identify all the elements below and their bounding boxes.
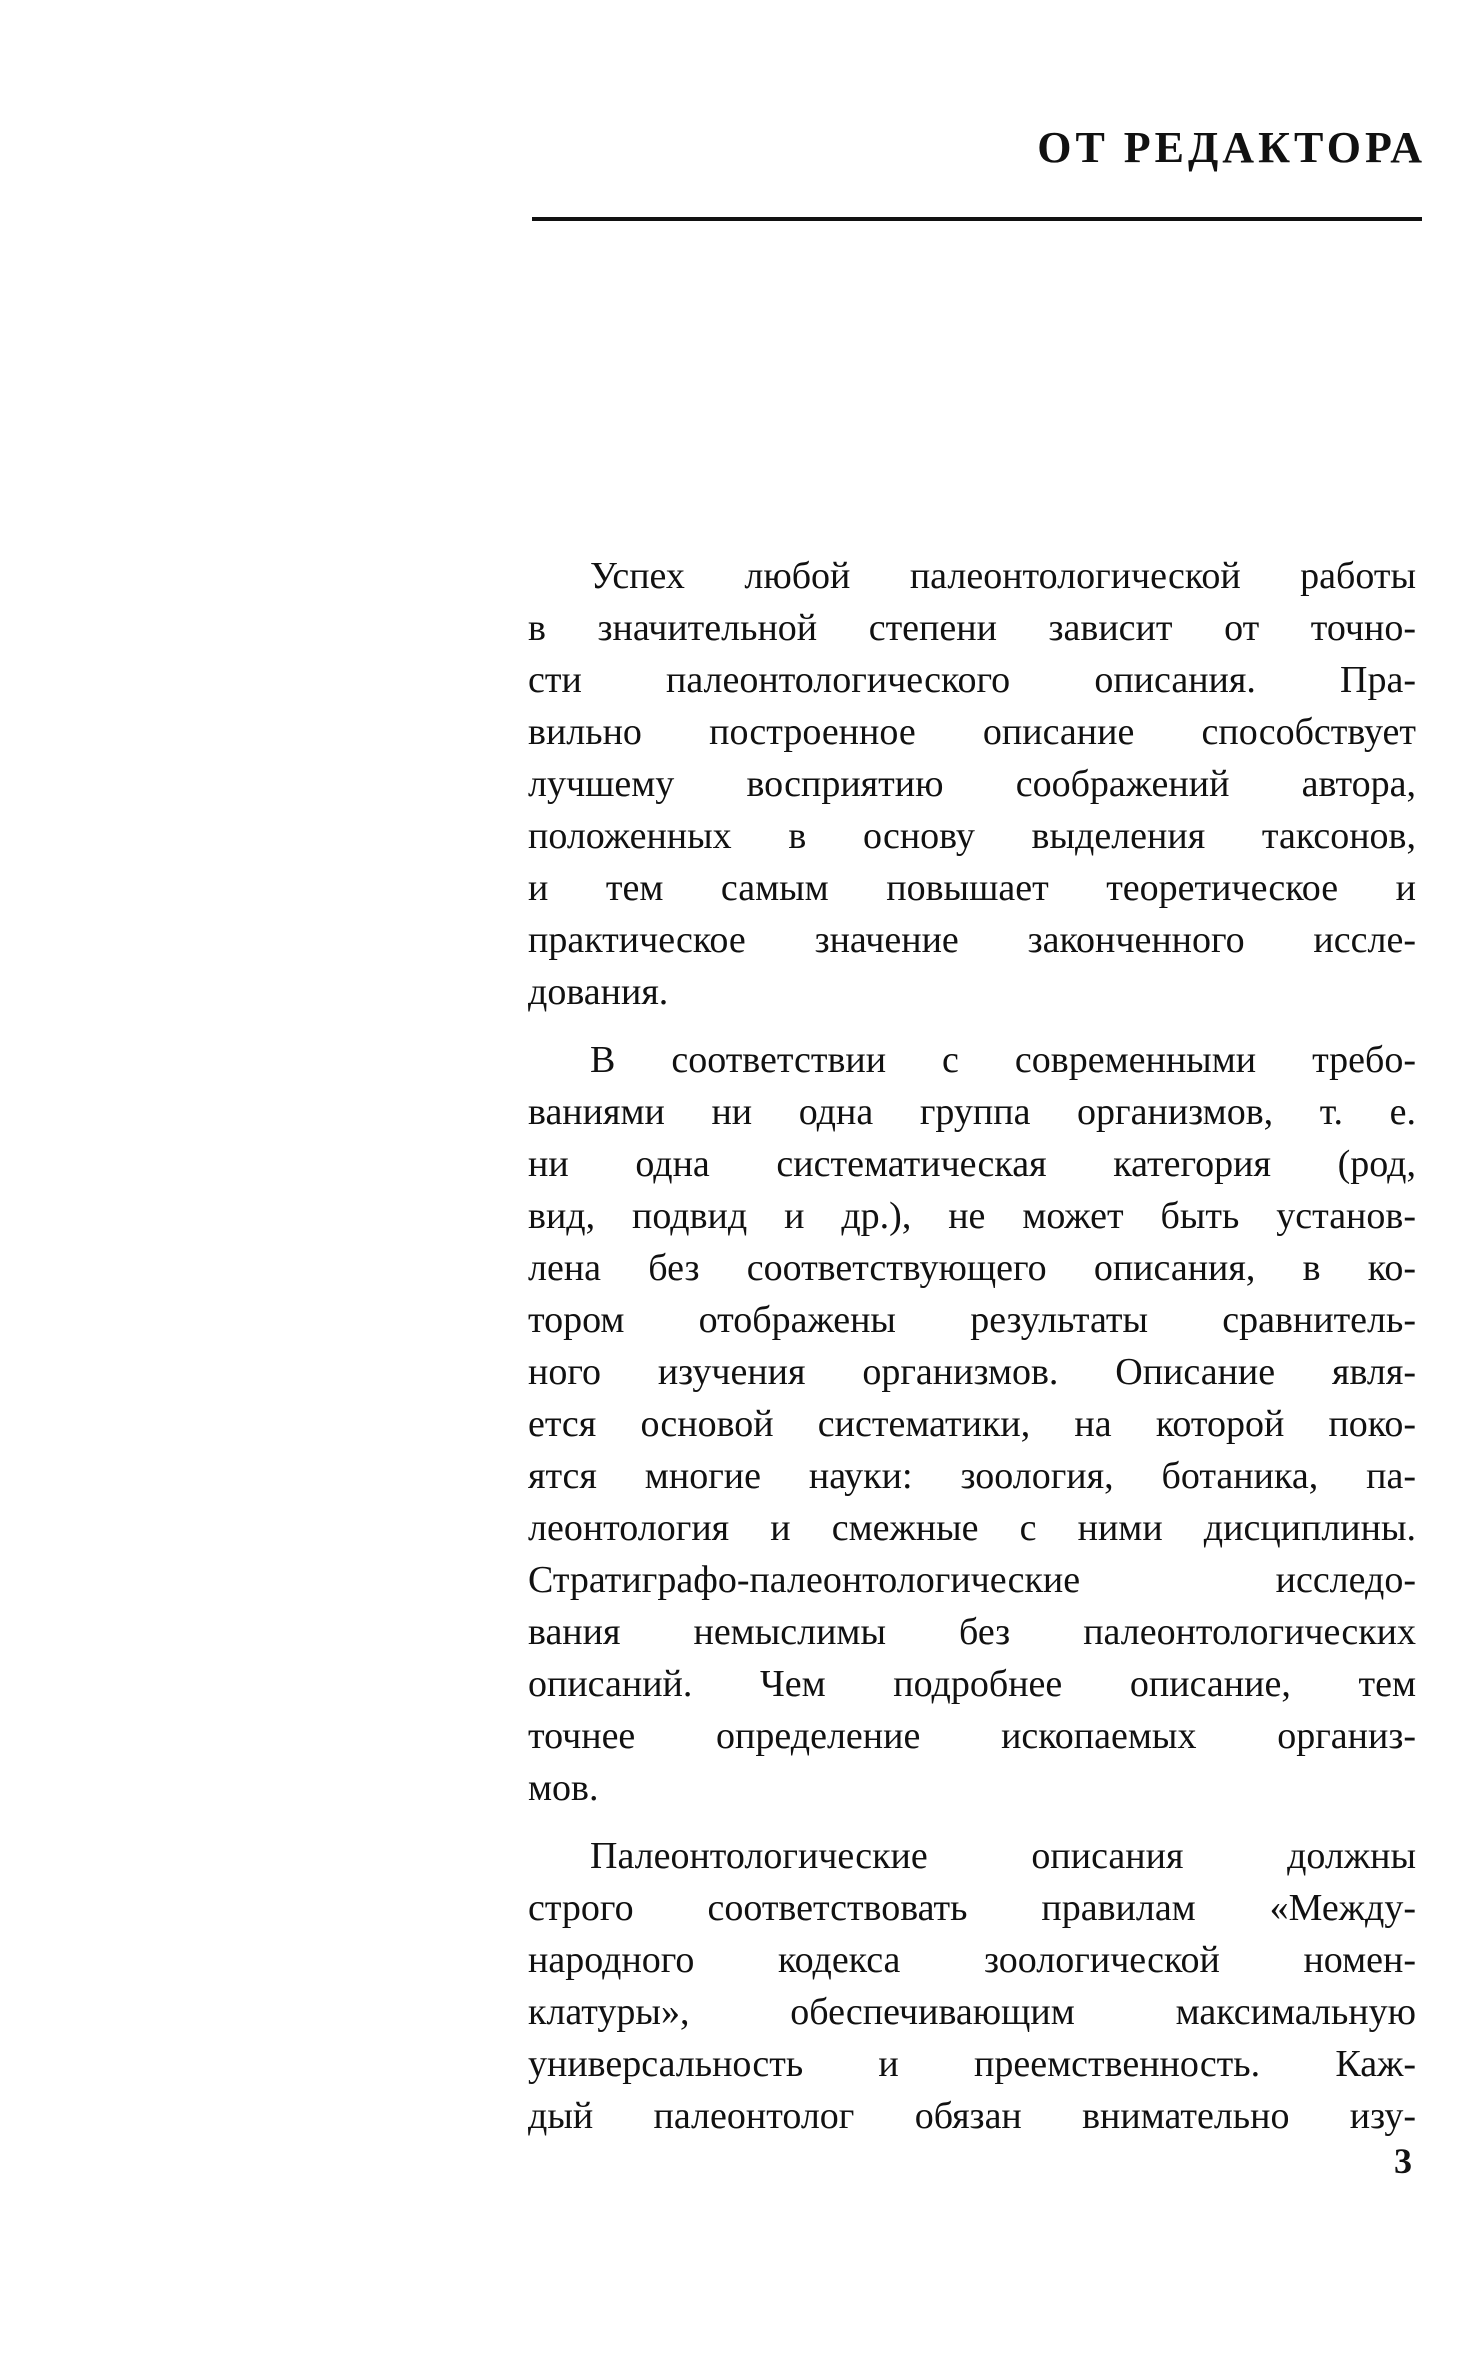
heading-rule <box>532 217 1422 221</box>
paragraph-1 <box>528 550 1416 1018</box>
text-line: дый палеонтолог обязан внимательно изу- <box>528 2095 1416 2137</box>
text-line: ни одна систематическая категория (род, <box>528 1143 1416 1185</box>
text-line: клатуры», обеспечивающим максимальную <box>528 1991 1416 2033</box>
page-number: 3 <box>1394 2141 1412 2181</box>
text-line: Стратиграфо-палеонтологические исследо- <box>528 1559 1416 1601</box>
text-line: ваниями ни одна группа организмов, т. е. <box>528 1091 1416 1133</box>
text-line: точнее определение ископаемых организ- <box>528 1715 1416 1757</box>
text-line: сти палеонтологического описания. Пра- <box>528 659 1416 701</box>
text-line: лена без соответствующего описания, в ко- <box>528 1247 1416 1289</box>
paragraph-2 <box>528 1034 1416 1814</box>
text-line: В соответствии с современными требо- <box>590 1039 1416 1081</box>
text-line: мов. <box>528 1767 599 1809</box>
text-line: ного изучения организмов. Описание явля- <box>528 1351 1416 1393</box>
text-line: лучшему восприятию соображений автора, <box>528 763 1416 805</box>
text-line: народного кодекса зоологической номен- <box>528 1939 1416 1981</box>
text-line: практическое значение законченного иссле- <box>528 919 1416 961</box>
text-line: вид, подвид и др.), не может быть установ- <box>528 1195 1416 1237</box>
text-line: вильно построенное описание способствует <box>528 711 1416 753</box>
text-line: ется основой систематики, на которой поко- <box>528 1403 1416 1445</box>
text-line: тором отображены результаты сравнитель- <box>528 1299 1416 1341</box>
text-line: и тем самым повышает теоретическое и <box>528 867 1416 909</box>
text-line: универсальность и преемственность. Каж- <box>528 2043 1416 2085</box>
text-line: ятся многие науки: зоология, ботаника, па- <box>528 1455 1416 1497</box>
text-line: Успех любой палеонтологической работы <box>590 555 1416 597</box>
text-line: строго соответствовать правилам «Между- <box>528 1887 1416 1929</box>
text-line: вания немыслимы без палеонтологических <box>528 1611 1416 1653</box>
page-heading: ОТ РЕДАКТОРА <box>1037 123 1426 172</box>
text-line: леонтология и смежные с ними дисциплины. <box>528 1507 1416 1549</box>
text-line: описаний. Чем подробнее описание, тем <box>528 1663 1416 1705</box>
text-line: в значительной степени зависит от точно- <box>528 607 1416 649</box>
text-line: Палеонтологические описания должны <box>590 1835 1416 1877</box>
text-line: дования. <box>528 971 669 1013</box>
body-text <box>528 550 1416 2158</box>
paragraph-3 <box>528 1830 1416 2142</box>
text-line: положенных в основу выделения таксонов, <box>528 815 1416 857</box>
